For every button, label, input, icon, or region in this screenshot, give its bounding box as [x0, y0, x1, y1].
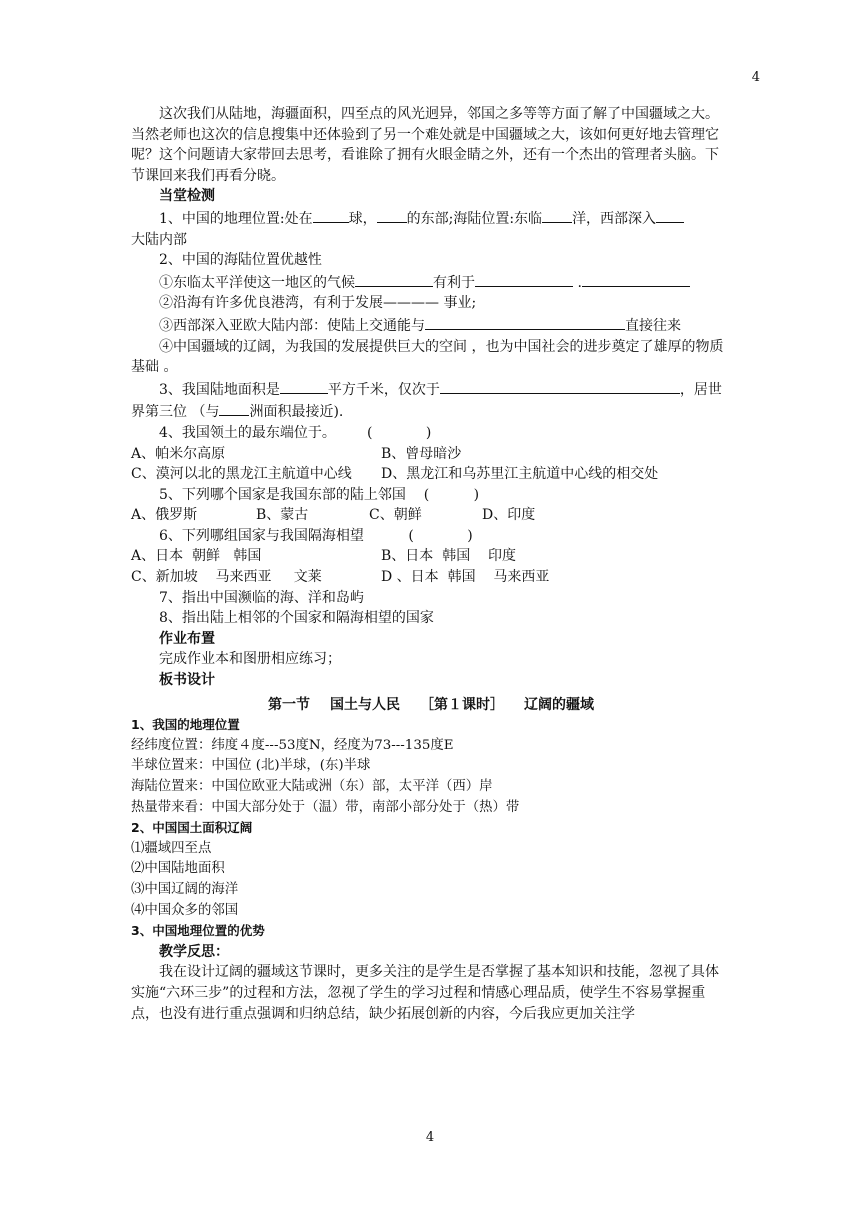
blank	[355, 271, 433, 287]
option-a: A、日本 朝鲜 韩国	[131, 548, 262, 565]
question-6-options-row-1	[131, 546, 731, 567]
q2-1-text-a: ①东临太平洋使这一地区的气候	[159, 274, 355, 291]
q1-text-d: 洋，西部深入	[572, 210, 657, 227]
board-item: ⑶中国辽阔的海洋	[131, 881, 239, 897]
page-number-bottom: 4	[425, 1130, 435, 1145]
board-title	[131, 695, 731, 716]
question-4-options-row-2	[131, 464, 731, 485]
question-6-options-row-2	[131, 567, 731, 588]
question-2: 2、中国的海陆位置优越性	[159, 252, 322, 269]
question-7: 7、指出中国濒临的海、洋和岛屿	[159, 589, 364, 606]
option-b: B、曾母暗沙	[381, 445, 462, 462]
board-title-topic: 辽阔的疆域	[524, 696, 594, 713]
option-a: A、帕米尔高原	[131, 445, 226, 462]
blank	[313, 207, 349, 223]
reflection-paragraph: 我在设计辽阔的疆域这节课时，更多关注的是学生是否掌握了基本知识和技能，忽视了具体实施“六环三步”的过程和方法，忽视了学生的学习过程和情感心理品质，使学生不容易掌握重点，也没有进行重点强调和归纳总结，缺少拓展创新的内容，今后我应更加关注学	[131, 964, 719, 1022]
option-d: D、印度	[482, 507, 536, 524]
q1-text-a: 1、中国的地理位置:处在	[159, 210, 313, 227]
question-6-stem: 6、下列哪组国家与我国隔海相望 ( )	[159, 527, 473, 544]
board-content	[131, 715, 731, 942]
q3-text-a: 3、我国陆地面积是	[159, 381, 280, 398]
q2-1-text-c: .	[573, 274, 582, 291]
board-line: 经纬度位置：纬度４度---53度N，经度为73---135度E	[131, 737, 454, 753]
heading-homework: 作业布置	[159, 630, 215, 647]
q3-text-d: 洲面积最接近).	[249, 404, 344, 421]
question-4-options-row-1	[131, 444, 731, 465]
blank	[440, 378, 680, 394]
blank	[656, 207, 684, 223]
board-line: 海陆位置来：中国位欧亚大陆或洲（东）部，太平洋（西）岸	[131, 779, 493, 794]
board-item: ⑷中国众多的邻国	[131, 902, 239, 918]
q2-3-text-a: ③西部深入亚欧大陆内部：使陆上交通能与	[159, 317, 425, 334]
option-d: D 、日本 韩国 马来西亚	[381, 569, 550, 586]
board-item: ⑵中国陆地面积	[131, 861, 225, 877]
heading-reflection: 教学反思：	[159, 943, 229, 960]
board-section-2: 2、中国国土面积辽阔	[131, 820, 253, 836]
option-c: C、新加坡 马来西亚 文莱	[131, 569, 322, 586]
intro-paragraph: 这次我们从陆地，海疆面积，四至点的风光迥异，邻国之多等等方面了解了中国疆域之大。当然老师也这次的信息搜集中还体验到了另一个难处就是中国疆域之大，该如何更好地去管理它呢？这个问题请大家带回去思考，看谁除了拥有火眼金睛之外，还有一个杰出的管理者头脑。下节课回来我们再看分晓。	[131, 106, 719, 184]
option-d: D、黑龙江和乌苏里江主航道中心线的相交处	[381, 466, 659, 483]
q3-text-b: 平方千米，仅次于	[327, 381, 440, 398]
question-3	[131, 378, 731, 423]
board-line: 半球位置来：中国位 (北)半球，(东)半球	[131, 758, 371, 774]
option-a: A、俄罗斯	[131, 507, 198, 524]
question-5-options	[131, 505, 731, 526]
q2-3-text-b: 直接往来	[625, 317, 681, 334]
board-section-3: 3、中国地理位置的优势	[131, 923, 265, 939]
question-1	[131, 207, 731, 230]
blank	[280, 378, 328, 394]
blank	[475, 271, 573, 287]
board-title-lesson: ［第１课时］	[420, 696, 504, 713]
question-2-item-2: ②沿海有许多优良港湾，有利于发展———— 事业;	[159, 295, 477, 312]
heading-board: 板书设计	[159, 672, 215, 689]
board-item: ⑴疆域四至点	[131, 840, 212, 856]
board-line: 热量带来看：中国大部分处于（温）带，南部小部分处于（热）带	[131, 799, 520, 815]
page-number-top: 4	[751, 70, 760, 85]
board-section-1: 1、我国的地理位置	[131, 717, 240, 733]
question-8: 8、指出陆上相邻的个国家和隔海相望的国家	[159, 610, 434, 627]
question-2-item-3	[131, 314, 731, 337]
board-title-chapter: 国土与人民	[330, 696, 400, 713]
heading-test: 当堂检测	[159, 188, 215, 205]
question-2-item-1	[131, 271, 731, 294]
board-title-section: 第一节	[268, 696, 310, 713]
blank	[542, 207, 572, 223]
option-b: B、日本 韩国 印度	[381, 548, 516, 565]
option-b: B、蒙古	[256, 507, 309, 524]
q3-text-c: ，居世界第三位 （与	[131, 381, 722, 421]
document-body	[131, 104, 731, 1024]
question-5-stem: 5、下列哪个国家是我国东部的陆上邻国 ( )	[159, 486, 480, 503]
blank	[582, 271, 690, 287]
homework-text: 完成作业本和图册相应练习；	[159, 651, 341, 668]
blank	[377, 207, 407, 223]
question-2-item-4: ④中国疆域的辽阔，为我国的发展提供巨大的空间 ，也为中国社会的进步奠定了雄厚的物质基础 。	[131, 338, 724, 376]
blank	[425, 314, 625, 330]
q1-text-c: 的东部;海陆位置:东临	[406, 210, 543, 227]
q2-1-text-b: 有利于	[433, 274, 475, 291]
option-c: C、朝鲜	[369, 507, 422, 524]
option-c: C、漠河以北的黑龙江主航道中心线	[131, 466, 352, 483]
q1-text-b: 球，	[348, 210, 377, 227]
blank	[219, 400, 249, 416]
question-1-cont: 大陆内部	[131, 231, 187, 248]
question-4-stem: 4、我国领土的最东端位于。 ( )	[159, 424, 432, 441]
